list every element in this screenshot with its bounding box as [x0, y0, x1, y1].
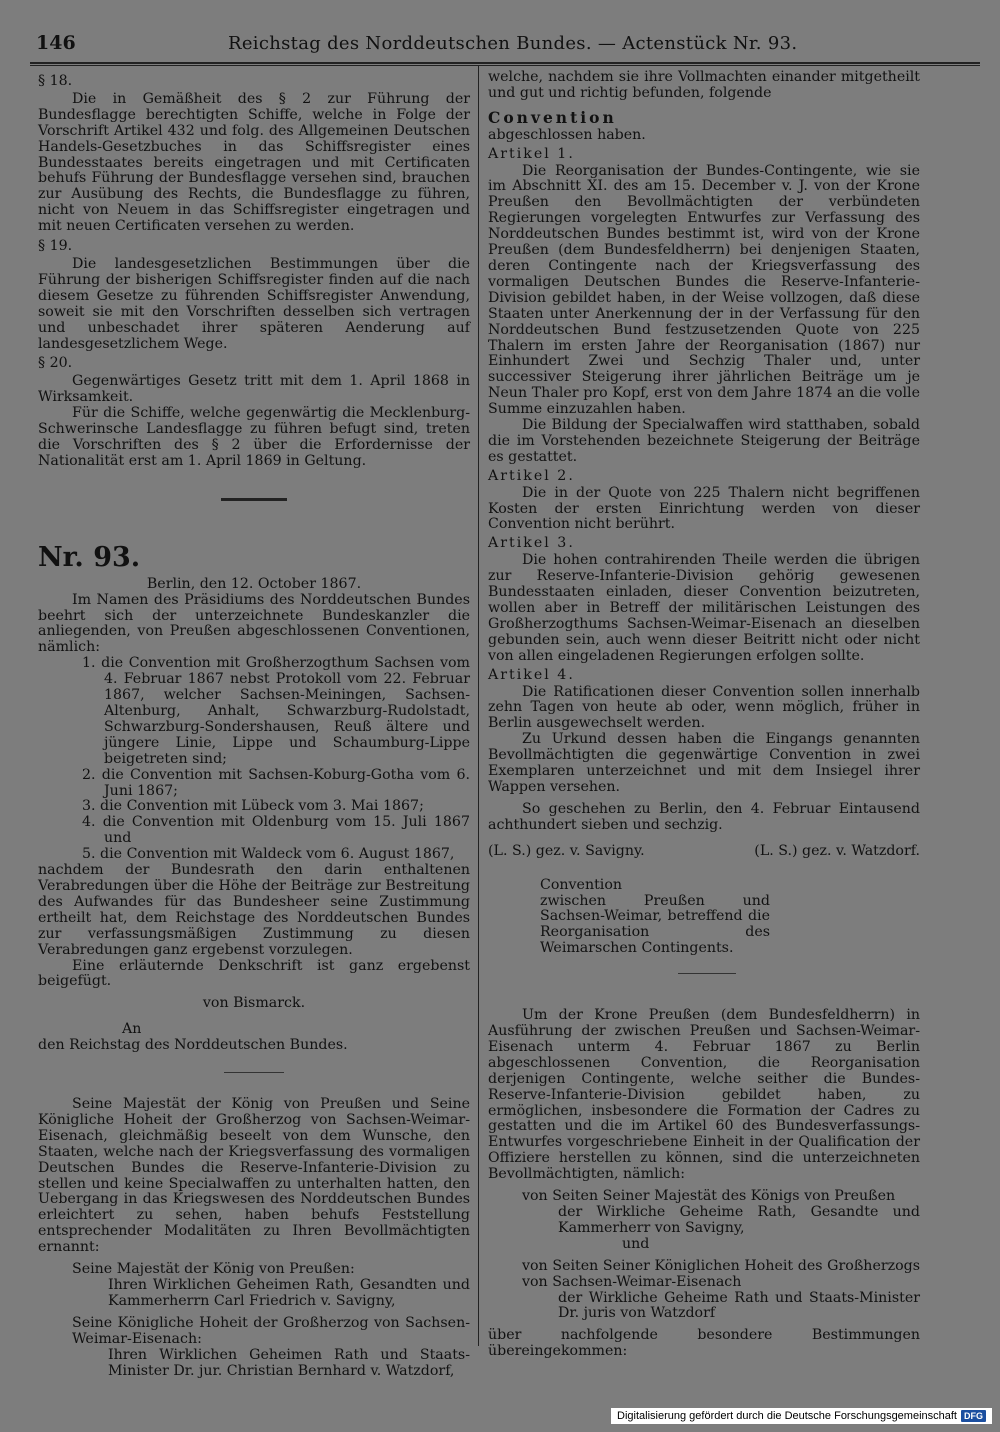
article-4-text-2: Zu Urkund dessen haben die Eingangs genannten Bevollmächtigten die gegenwärtige Convention in zwei Exemplaren unterzeichnet und mit dem Insiegel ihrer Wappen versehen.	[488, 731, 920, 795]
list-item: 5. die Convention mit Waldeck vom 6. August 1867,	[82, 846, 455, 863]
plenipotentiary-1-name: Ihren Wirklichen Geheimen Rath, Gesandten und Kammerherrn Carl Friedrich v. Savigny,	[108, 1277, 470, 1309]
separator-dash	[224, 1072, 284, 1073]
convention-opening: welche, nachdem sie ihre Vollmachten einander mitgetheilt und gut und richtig befunden, folgende	[488, 69, 920, 101]
right-column	[488, 70, 920, 1360]
list-item: 3. die Convention mit Lübeck vom 3. Mai 1867;	[82, 798, 424, 815]
section-separator	[221, 498, 287, 501]
section-20-text-2: Für die Schiffe, welche gegenwärtig die Mecklenburg-Schwerinsche Landesflagge zu führen befugt sind, treten die Vorschriften des § 2 über die Erfordernisse der Nationalität erst am 1. April 1869 in Geltung.	[38, 405, 470, 469]
credit-text: Digitalisierung gefördert durch die Deutsche Forschungsgemeinschaft	[617, 1410, 957, 1422]
concluded-text: abgeschlossen haben.	[488, 126, 646, 143]
article-1-heading: Artikel 1.	[488, 145, 575, 162]
header-rule	[30, 62, 980, 64]
cover-letter-body: nachdem der Bundesrath den darin enthaltenen Verabredungen über die Höhe der Beiträge zur Bestreitung des Aufwandes für das Bundesheer seine Zustimmung ertheilt hat, dem Reichstage des Norddeutschen Bundes zur verfassungsmäßigen Zustimmung zu diesen Verabredungen ganz ergebenst vorzulegen.	[38, 862, 470, 958]
protocol-plenipotentiary-2-heading: von Seiten Seiner Königlichen Hoheit des Großherzogs von Sachsen-Weimar-Eisenach	[522, 1257, 920, 1290]
digitization-credit	[611, 1408, 992, 1424]
protocol-plenipotentiary-1-heading: von Seiten Seiner Majestät des Königs von Preußen	[522, 1188, 896, 1205]
convention-title-line-2: zwischen Preußen und Sachsen-Weimar, betreffend die Reorganisation des Weimarschen Contingents.	[540, 892, 770, 957]
article-1-text-2: Die Bildung der Specialwaffen wird statthaben, sobald die im Vorstehenden bezeichnete Steigerung der Beiträge es gestattet.	[488, 417, 920, 465]
signature-bismarck: von Bismarck.	[202, 995, 306, 1012]
plenipotentiary-1-heading: Seine Majestät der König von Preußen:	[72, 1261, 355, 1278]
done-at-berlin: So geschehen zu Berlin, den 4. Februar Eintausend achthundert sieben und sechzig.	[488, 800, 920, 833]
document-number-heading: Nr. 93.	[38, 541, 141, 573]
list-item: 4. die Convention mit Oldenburg vom 15. Juli 1867 und	[82, 814, 470, 847]
article-2-heading: Artikel 2.	[488, 467, 575, 484]
preamble: Seine Majestät der König von Preußen und Seine Königliche Hoheit der Großherzog von Sachsen-Weimar-Eisenach, gleichmäßig beseelt von dem Wunsche, den Staaten, welche nach der Kriegsverfassung des vormaligen Deutschen Bundes die Reserve-Infanterie-Division zu stellen und keine Specialwaffen zu unterhalten hatten, den Uebergang in das Kriegswesen des Norddeutschen Bundes erleichtert zu sehen, haben behufs Feststellung entsprechender Modalitäten zu Ihren Bevollmächtigten ernannt:	[38, 1096, 470, 1256]
article-4-text-1: Die Ratificationen dieser Convention sollen innerhalb zehn Tagen von heute ab oder, wenn möglich, früher in Berlin ausgewechselt werden.	[488, 683, 920, 732]
convention-heading: Convention	[488, 107, 617, 127]
cover-letter-intro: Im Namen des Präsidiums des Norddeutschen Bundes beehrt sich der unterzeichnete Bundeskanzler die anliegenden, von Preußen abgeschlossenen Conventionen, nämlich:	[38, 591, 470, 656]
convention-title-line-1: Convention	[540, 876, 623, 893]
protocol-plenipotentiary-1-name: der Wirkliche Geheime Rath, Gesandte und Kammerherr von Savigny,	[558, 1204, 920, 1236]
plenipotentiary-2-name: Ihren Wirklichen Geheimen Rath und Staats-Minister Dr. jur. Christian Bernhard v. Watzdorf,	[108, 1346, 470, 1379]
column-divider	[478, 66, 479, 1346]
list-item: 1. die Convention mit Großherzogthum Sachsen vom 4. Februar 1867 nebst Protokoll vom 22. Februar 1867, welcher Sachsen-Meiningen, Sachsen-Altenburg, Anhalt, Schwarzburg-Rudolstadt, Schwarzburg-Sondershausen, Reuß ältere und jüngere Linie, Lippe und Schaumburg-Lippe beigetreten sind;	[82, 655, 470, 767]
plenipotentiary-2-heading: Seine Königliche Hoheit der Großherzog von Sachsen-Weimar-Eisenach:	[72, 1314, 470, 1347]
list-item: 2. die Convention mit Sachsen-Koburg-Gotha vom 6. Juni 1867;	[82, 766, 470, 799]
section-19-text: Die landesgesetzlichen Bestimmungen über die Führung der bisherigen Schiffsregister finden auf die nach diesem Gesetze zu führenden Schiffsregister Anwendung, soweit sie mit den Vorschriften desselben sich vertragen und unbeschadet ihrer späteren Aenderung auf landesgesetzlichem Wege.	[38, 255, 470, 352]
dfg-logo: DFG	[961, 1410, 986, 1422]
section-20-heading: § 20.	[38, 355, 73, 372]
article-2-text: Die in der Quote von 225 Thalern nicht begriffenen Kosten der ersten Einrichtung werden von dieser Convention nicht berührt.	[488, 484, 920, 533]
protocol-and: und	[622, 1235, 650, 1252]
convention-list	[38, 656, 470, 863]
article-3-heading: Artikel 3.	[488, 535, 575, 552]
article-4-heading: Artikel 4.	[488, 666, 575, 683]
page-number: 146	[36, 32, 76, 54]
section-18-heading: § 18.	[38, 73, 73, 89]
section-20-text-1: Gegenwärtiges Gesetz tritt mit dem 1. April 1868 in Wirksamkeit.	[38, 373, 470, 406]
protocol-plenipotentiary-2-name: der Wirkliche Geheime Rath und Staats-Minister Dr. juris von Watzdorf	[558, 1289, 920, 1322]
running-title: Reichstag des Norddeutschen Bundes. — Actenstück Nr. 93.	[228, 33, 798, 54]
protocol-intro: Um der Krone Preußen (dem Bundesfeldherrn) in Ausführung der zwischen Preußen und Sachsen-Weimar-Eisenach unterm 4. Februar 1867 zu Berlin abgeschlossenen Convention, die Reorganisation derjenigen Contingente, welche seither die Bundes-Reserve-Infanterie-Division gebildet haben, zu ermöglichen, insbesondere die Formation der Cadres zu gestatten und die im Artikel 60 des Bundesverfassungs-Entwurfes vorgeschriebene Einheit in der Qualification der Offiziere herstellen zu können, sind die unterzeichneten Bevollmächtigten, nämlich:	[488, 1007, 920, 1183]
left-column	[38, 70, 470, 1379]
denkschrift-note: Eine erläuternde Denkschrift ist ganz ergebenst beigefügt.	[38, 957, 470, 990]
signature-watzdorf: (L. S.) gez. v. Watzdorf.	[754, 842, 920, 859]
date-line: Berlin, den 12. October 1867.	[146, 575, 362, 592]
protocol-closing: über nachfolgende besondere Bestimmungen übereingekommen:	[488, 1327, 920, 1360]
signature-savigny: (L. S.) gez. v. Savigny.	[488, 842, 645, 859]
section-19-heading: § 19.	[38, 238, 73, 255]
separator-dash	[678, 973, 736, 974]
header-rule-thin	[30, 65, 980, 66]
article-3-text: Die hohen contrahirenden Theile werden die übrigen zur Reserve-Infanterie-Division gehörig gewesenen Bundesstaaten einladen, dieser Convention beizutreten, wollen aber in Betreff der militärischen Leistungen des Großherzogthums Sachsen-Weimar-Eisenach an dieselben gebunden sein, auch wenn dieser Beitritt nicht oder nicht von allen eingeladenen Regierungen erfolgen sollte.	[488, 552, 920, 664]
signature-row	[488, 844, 920, 860]
article-1-text-1: Die Reorganisation der Bundes-Contingente, wie sie im Abschnitt XI. des am 15. December v. J. von der Krone Preußen den Bevollmächtigten der verbündeten Regierungen vorgelegten Entwurfes zur Verfassung des Norddeutschen Bundes bestimmt ist, wird von der Krone Preußen (dem Bundesfeldherrn) bei denjenigen Staaten, deren Contingente nach der Kriegsverfassung des vormaligen Deutschen Bundes die Reserve-Infanterie-Division gebildet haben, in der Weise vollzogen, daß diese Staaten unter Anerkennung der in der Verfassung für den Norddeutschen Bund festzusetzenden Quote von 225 Thalern im ersten Jahre der Reorganisation (1867) nur Einhundert Zwei und Sechzig Thaler und, unter successiver Steigerung ihrer jährlichen Beiträge um je Neun Thaler pro Kopf, erst von dem Jahre 1874 an die volle Summe einzuzahlen haben.	[488, 162, 920, 418]
address-an: An	[122, 1021, 142, 1038]
section-18-text: Die in Gemäßheit des § 2 zur Führung der Bundesflagge berechtigten Schiffe, welche in Folge der Vorschrift Artikel 432 und folg. des Allgemeinen Deutschen Handels-Gesetzbuches in das Schiffsregister eines Bundesstaates bereits eingetragen und mit Certificaten behufs Führung der Bundesflagge versehen sind, brauchen zur Ausübung des Rechts, die Bundesflagge zu führen, nicht von Neuem in das Schiffsregister eingetragen und mit neuen Certificaten versehen zu werden.	[38, 90, 470, 235]
address-recipient: den Reichstag des Norddeutschen Bundes.	[38, 1037, 348, 1054]
